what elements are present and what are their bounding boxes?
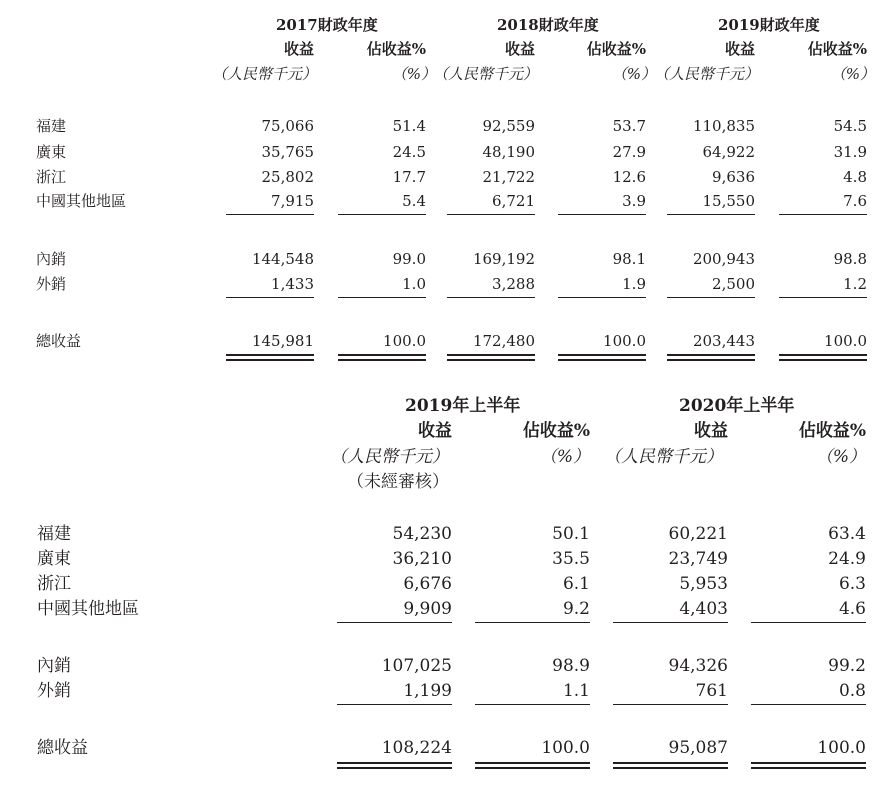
cell-value: 5.4 xyxy=(402,192,426,210)
cell-value: 2,500 xyxy=(712,275,755,293)
total-double-rule xyxy=(226,354,314,361)
subtotal-rule xyxy=(447,297,535,298)
total-double-rule xyxy=(779,354,867,361)
row-label: 浙江 xyxy=(36,168,67,186)
cell-value: 9.2 xyxy=(562,599,590,619)
col-header-revenue: 收益 xyxy=(694,421,728,441)
unit-label-unaudited: （未經審核） xyxy=(347,472,449,492)
subtotal-rule xyxy=(613,704,728,705)
cell-value: 761 xyxy=(695,681,728,701)
unit-label: （%） xyxy=(611,65,656,83)
cell-value: 75,066 xyxy=(261,117,314,135)
cell-value: 23,749 xyxy=(668,549,728,569)
cell-value: 24.9 xyxy=(828,549,866,569)
cell-value: 6,676 xyxy=(403,574,452,594)
unit-label: （人民幣千元） xyxy=(212,65,318,83)
cell-value: 3.9 xyxy=(622,192,646,210)
total-value: 100.0 xyxy=(824,332,867,350)
period-header: 2018財政年度 xyxy=(497,16,599,34)
cell-value: 144,548 xyxy=(251,250,314,268)
unit-label: （%） xyxy=(539,447,590,467)
cell-value: 31.9 xyxy=(833,143,867,161)
cell-value: 54.5 xyxy=(833,117,867,135)
subtotal-rule xyxy=(226,297,314,298)
subtotal-rule xyxy=(667,214,755,215)
subtotal-rule xyxy=(337,704,452,705)
cell-value: 50.1 xyxy=(552,524,590,544)
total-double-rule xyxy=(613,762,728,769)
cell-value: 6.1 xyxy=(562,574,590,594)
cell-value: 1.0 xyxy=(402,275,426,293)
total-value: 100.0 xyxy=(383,332,426,350)
cell-value: 7.6 xyxy=(843,192,867,210)
unit-label: （%） xyxy=(391,65,436,83)
total-value: 100.0 xyxy=(603,332,646,350)
total-value: 100.0 xyxy=(817,738,866,758)
col-header-revenue: 收益 xyxy=(504,40,535,58)
cell-value: 7,915 xyxy=(271,192,314,210)
col-header-revenue: 收益 xyxy=(283,40,314,58)
cell-value: 35.5 xyxy=(552,549,590,569)
total-double-rule xyxy=(447,354,535,361)
cell-value: 53.7 xyxy=(612,117,646,135)
total-double-rule xyxy=(558,354,646,361)
cell-value: 1.1 xyxy=(562,681,590,701)
total-value: 100.0 xyxy=(541,738,590,758)
unit-label: （人民幣千元） xyxy=(604,447,723,467)
cell-value: 9,636 xyxy=(712,168,755,186)
cell-value: 35,765 xyxy=(261,143,314,161)
cell-value: 54,230 xyxy=(392,524,452,544)
cell-value: 99.0 xyxy=(392,250,426,268)
cell-value: 15,550 xyxy=(702,192,755,210)
cell-value: 94,326 xyxy=(668,656,728,676)
row-label: 中國其他地區 xyxy=(36,192,127,210)
total-double-rule xyxy=(338,354,426,361)
unit-label: （%） xyxy=(830,65,875,83)
cell-value: 5,953 xyxy=(679,574,728,594)
cell-value: 1.9 xyxy=(622,275,646,293)
cell-value: 110,835 xyxy=(692,117,755,135)
subtotal-rule xyxy=(667,297,755,298)
subtotal-rule xyxy=(558,297,646,298)
period-header: 2019財政年度 xyxy=(718,16,820,34)
cell-value: 98.9 xyxy=(552,656,590,676)
col-header-pct: 佔收益% xyxy=(798,421,866,441)
row-label: 中國其他地區 xyxy=(37,599,139,619)
cell-value: 6,721 xyxy=(492,192,535,210)
cell-value: 98.1 xyxy=(612,250,646,268)
subtotal-rule xyxy=(226,214,314,215)
cell-value: 0.8 xyxy=(838,681,866,701)
subtotal-rule xyxy=(751,622,866,623)
subtotal-rule xyxy=(475,622,590,623)
col-header-revenue: 收益 xyxy=(418,421,452,441)
cell-value: 21,722 xyxy=(482,168,535,186)
cell-value: 3,288 xyxy=(492,275,535,293)
cell-value: 6.3 xyxy=(838,574,866,594)
subtotal-rule xyxy=(558,214,646,215)
cell-value: 200,943 xyxy=(692,250,755,268)
unit-label: （%） xyxy=(815,447,866,467)
cell-value: 64,922 xyxy=(702,143,755,161)
cell-value: 1.2 xyxy=(843,275,867,293)
cell-value: 107,025 xyxy=(381,656,452,676)
row-label: 外銷 xyxy=(37,681,71,701)
cell-value: 63.4 xyxy=(828,524,866,544)
row-label: 福建 xyxy=(37,524,71,544)
col-header-pct: 佔收益% xyxy=(522,421,590,441)
cell-value: 12.6 xyxy=(612,168,646,186)
total-value: 203,443 xyxy=(692,332,755,350)
row-label: 外銷 xyxy=(36,275,67,293)
subtotal-rule xyxy=(751,704,866,705)
period-header: 2017財政年度 xyxy=(276,16,378,34)
cell-value: 99.2 xyxy=(828,656,866,676)
row-label: 廣東 xyxy=(37,549,71,569)
row-label: 廣東 xyxy=(36,143,67,161)
subtotal-rule xyxy=(475,704,590,705)
cell-value: 1,433 xyxy=(271,275,314,293)
cell-value: 24.5 xyxy=(392,143,426,161)
subtotal-rule xyxy=(337,622,452,623)
total-double-rule xyxy=(751,762,866,769)
unit-label: （人民幣千元） xyxy=(433,65,539,83)
row-label: 內銷 xyxy=(37,656,71,676)
cell-value: 4.8 xyxy=(843,168,867,186)
cell-value: 98.8 xyxy=(833,250,867,268)
col-header-pct: 佔收益% xyxy=(366,40,426,58)
col-header-pct: 佔收益% xyxy=(586,40,646,58)
cell-value: 51.4 xyxy=(392,117,426,135)
cell-value: 36,210 xyxy=(392,549,452,569)
cell-value: 1,199 xyxy=(403,681,452,701)
unit-label: （人民幣千元） xyxy=(654,65,760,83)
col-header-pct: 佔收益% xyxy=(807,40,867,58)
cell-value: 4.6 xyxy=(838,599,866,619)
cell-value: 4,403 xyxy=(679,599,728,619)
cell-value: 27.9 xyxy=(612,143,646,161)
unit-label: （人民幣千元） xyxy=(330,447,449,467)
period-header: 2020年上半年 xyxy=(679,396,795,416)
total-value: 108,224 xyxy=(381,738,452,758)
cell-value: 17.7 xyxy=(392,168,426,186)
total-value: 95,087 xyxy=(668,738,728,758)
row-label: 總收益 xyxy=(37,738,88,758)
subtotal-rule xyxy=(779,297,867,298)
row-label: 內銷 xyxy=(36,250,67,268)
row-label: 浙江 xyxy=(37,574,71,594)
subtotal-rule xyxy=(613,622,728,623)
total-value: 172,480 xyxy=(472,332,535,350)
total-double-rule xyxy=(337,762,452,769)
subtotal-rule xyxy=(447,214,535,215)
row-label: 福建 xyxy=(36,117,67,135)
subtotal-rule xyxy=(338,214,426,215)
period-header: 2019年上半年 xyxy=(405,396,521,416)
total-double-rule xyxy=(475,762,590,769)
cell-value: 92,559 xyxy=(482,117,535,135)
cell-value: 48,190 xyxy=(482,143,535,161)
total-value: 145,981 xyxy=(251,332,314,350)
total-double-rule xyxy=(667,354,755,361)
col-header-revenue: 收益 xyxy=(724,40,755,58)
subtotal-rule xyxy=(779,214,867,215)
cell-value: 25,802 xyxy=(261,168,314,186)
cell-value: 60,221 xyxy=(668,524,728,544)
subtotal-rule xyxy=(338,297,426,298)
cell-value: 9,909 xyxy=(403,599,452,619)
row-label: 總收益 xyxy=(36,332,82,350)
cell-value: 169,192 xyxy=(472,250,535,268)
